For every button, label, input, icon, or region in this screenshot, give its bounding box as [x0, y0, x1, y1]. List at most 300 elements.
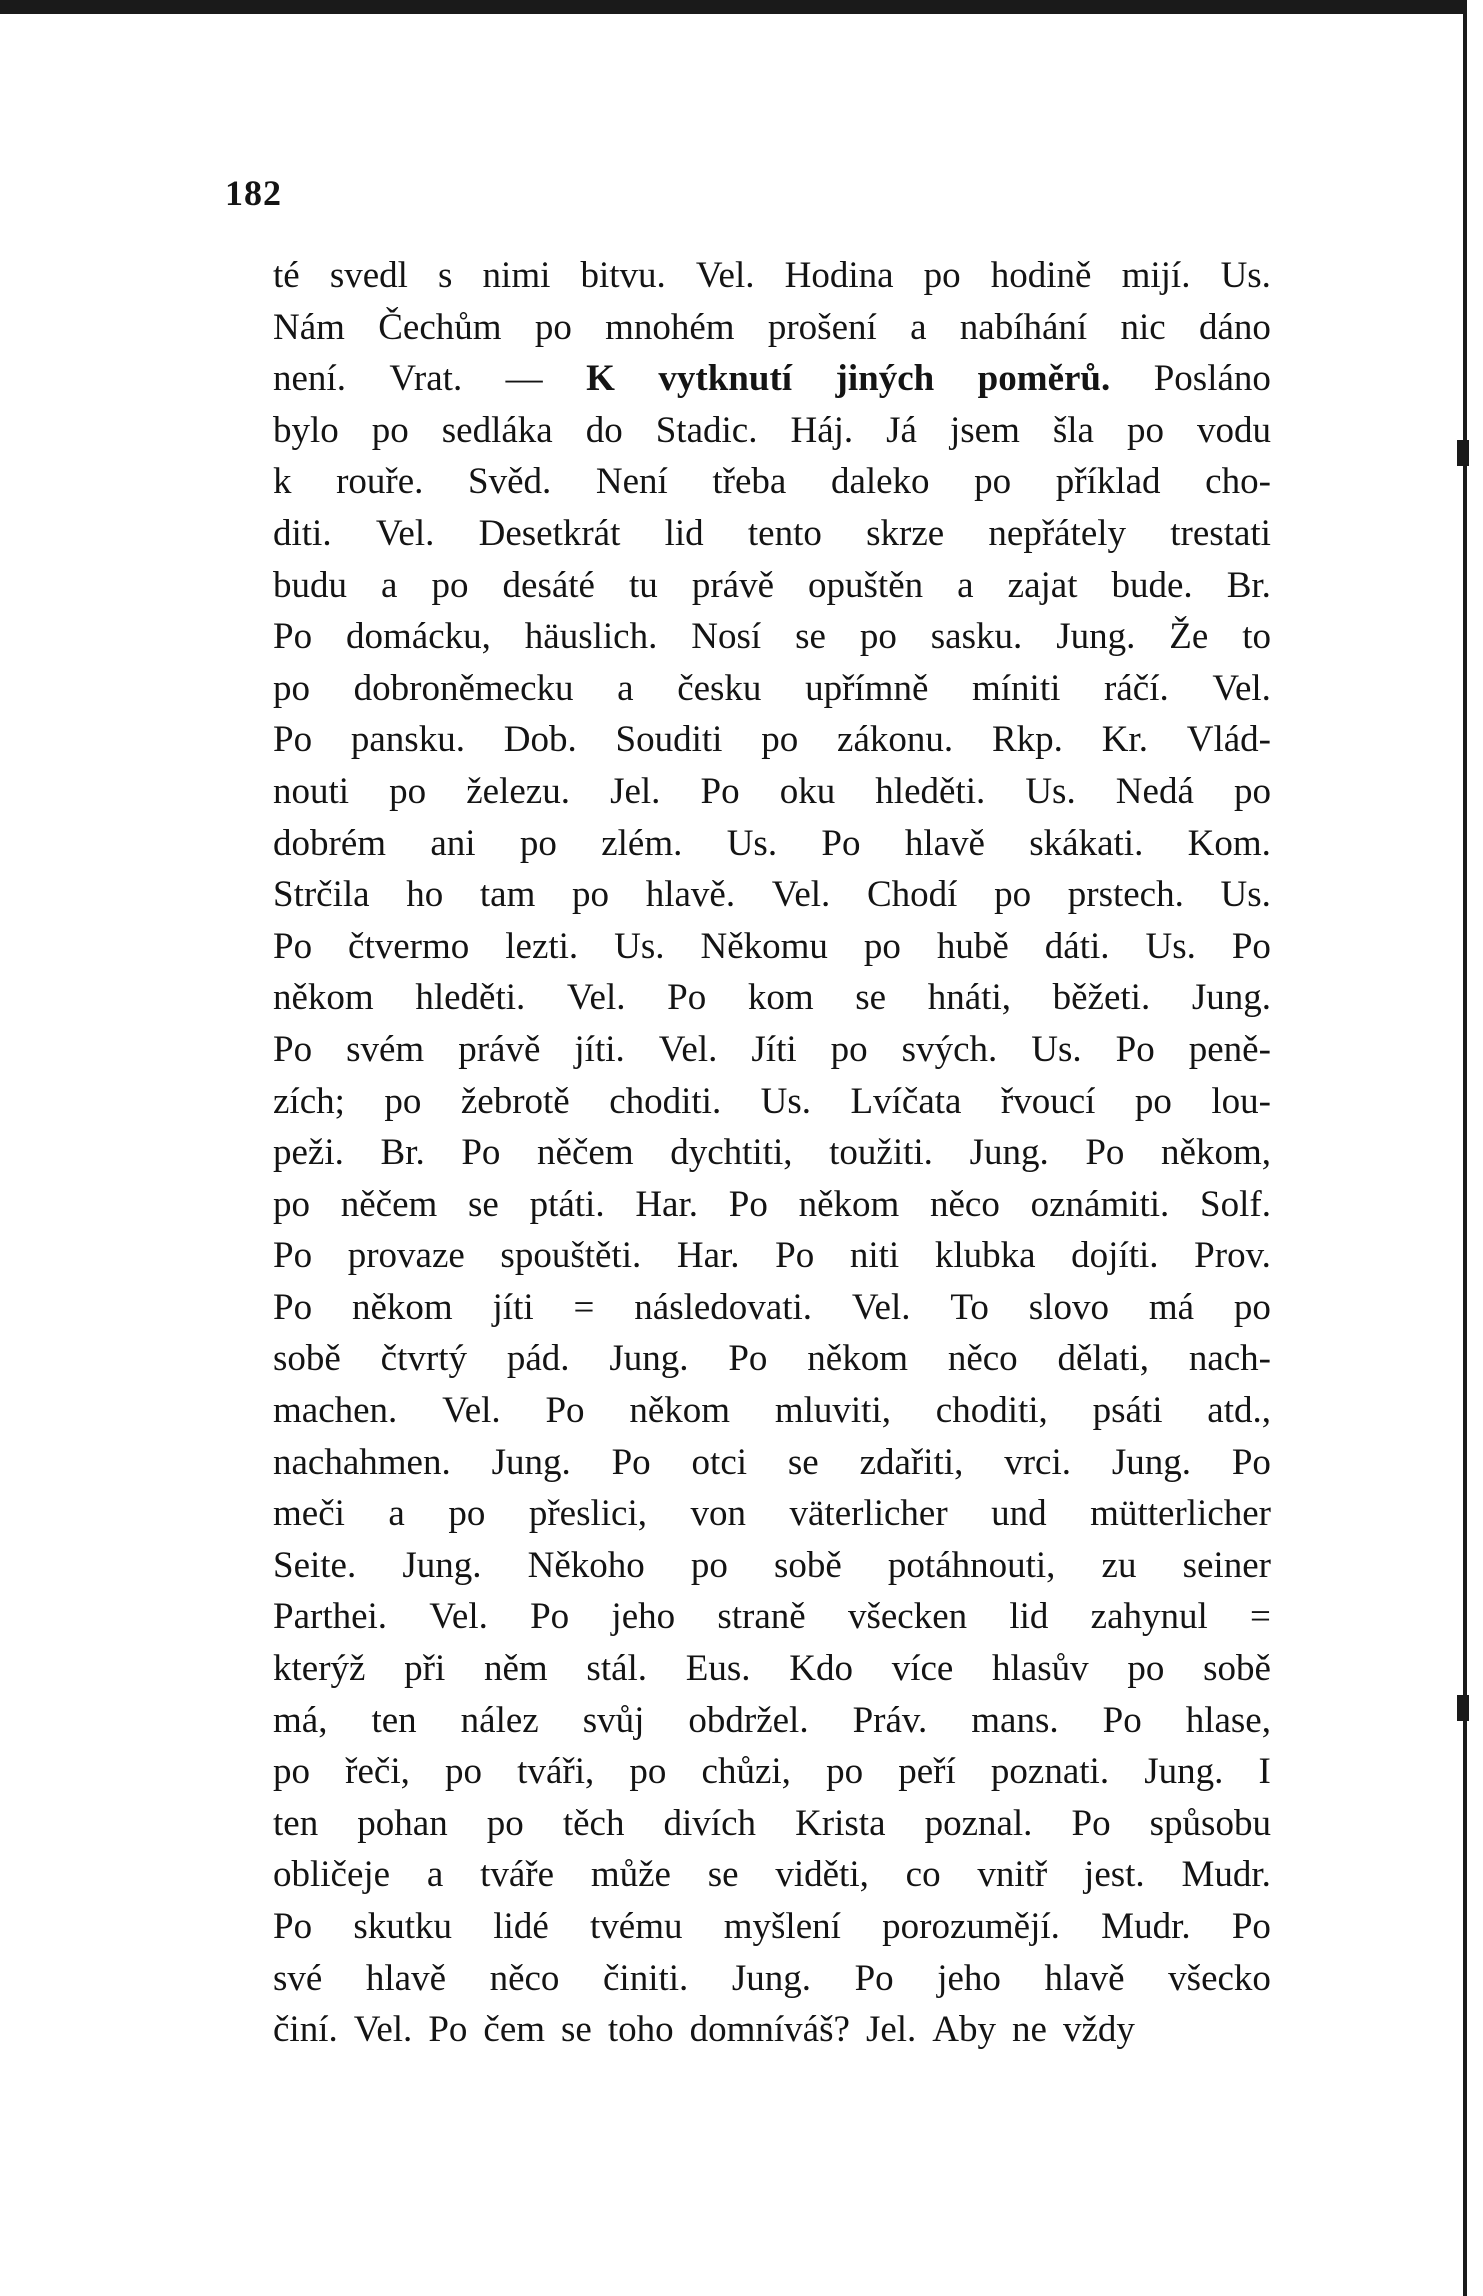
word: Není: [595, 461, 668, 503]
word: väterlicher: [789, 1493, 948, 1535]
word: šla: [1052, 409, 1094, 451]
word: pád.: [506, 1338, 570, 1380]
word: mans.: [971, 1699, 1059, 1741]
word: seiner: [1182, 1544, 1271, 1586]
word: vrci.: [1004, 1441, 1071, 1483]
word: Br.: [380, 1132, 425, 1174]
word: hleděti.: [875, 770, 986, 812]
word: čtvermo: [348, 925, 470, 967]
word: Po: [273, 1235, 313, 1277]
word: —: [505, 358, 543, 400]
word: po: [923, 255, 961, 296]
text-line: [273, 1282, 1271, 1334]
word: hlasův: [992, 1648, 1089, 1690]
word: ani: [430, 822, 476, 864]
word: Desetkrát: [478, 512, 621, 554]
text-line: [273, 1953, 1271, 2005]
word: činiti.: [603, 1957, 689, 1999]
scan-top-border: [0, 0, 1483, 14]
word: přeslici,: [528, 1493, 647, 1535]
word: Vel.: [566, 977, 626, 1019]
word: po: [431, 564, 469, 606]
word: lid: [664, 512, 704, 554]
word: hleděti.: [415, 977, 526, 1019]
word: Jung.: [1144, 1751, 1224, 1793]
word: ho: [406, 874, 444, 916]
word: Po: [428, 2009, 468, 2051]
word: Us.: [1145, 925, 1196, 967]
word: Solf.: [1200, 1183, 1271, 1225]
word: psáti: [1092, 1390, 1163, 1432]
text-line: [273, 1076, 1271, 1128]
word: má: [1148, 1286, 1195, 1328]
word: Rkp.: [991, 719, 1063, 761]
word: Vel.: [695, 255, 755, 296]
word: Parthei.: [273, 1596, 388, 1638]
word: Mudr.: [1181, 1854, 1271, 1896]
text-line: [273, 766, 1271, 818]
word: po: [448, 1493, 486, 1535]
word: Po: [545, 1390, 585, 1432]
word: cho-: [1205, 461, 1271, 503]
word: Hodina: [784, 255, 894, 296]
word: Vel.: [353, 2009, 413, 2051]
word: česku: [677, 667, 762, 709]
word: Nám: [273, 306, 345, 348]
word: po: [1126, 409, 1164, 451]
word: viděti,: [775, 1854, 869, 1896]
word: s: [438, 255, 453, 296]
word: Vel.: [771, 874, 831, 916]
word: železu.: [466, 770, 570, 812]
text-line: [273, 1901, 1271, 1953]
word: někom: [798, 1183, 900, 1225]
word: Aby: [932, 2009, 997, 2051]
word: K: [586, 358, 615, 400]
word: domácku,: [346, 616, 491, 658]
word: peně-: [1188, 1028, 1271, 1070]
word: =: [1250, 1596, 1271, 1638]
word: Vel.: [375, 512, 435, 554]
word: Nedá: [1115, 770, 1194, 812]
word: Stadic.: [655, 409, 758, 451]
word: svých.: [901, 1028, 998, 1070]
word: se: [795, 616, 826, 658]
word: daleko: [830, 461, 930, 503]
word: Jung.: [969, 1132, 1049, 1174]
word: po: [273, 667, 310, 709]
word: häuslich.: [524, 616, 658, 658]
word: Posláno: [1153, 358, 1271, 400]
word: ráčí.: [1104, 667, 1169, 709]
word: těch: [562, 1802, 625, 1844]
word: nepřátely: [988, 512, 1127, 554]
word: tváři,: [517, 1751, 595, 1793]
word: Jung.: [1111, 1441, 1191, 1483]
word: co: [905, 1854, 941, 1896]
word: nouti: [273, 770, 350, 812]
word: domníváš?: [689, 2009, 850, 2051]
word: jsem: [949, 409, 1020, 451]
text-line: [273, 714, 1271, 766]
word: Us.: [1031, 1028, 1082, 1070]
word: Br.: [1226, 564, 1271, 606]
word: dobrém: [273, 822, 387, 864]
word: se: [468, 1183, 499, 1225]
word: třeba: [712, 461, 787, 503]
word: hnáti,: [927, 977, 1011, 1019]
word: mütterlicher: [1090, 1493, 1271, 1535]
text-line: [273, 1695, 1271, 1747]
word: ne: [1012, 2009, 1047, 2051]
word: trestati: [1170, 512, 1271, 554]
word: Krista: [795, 1802, 886, 1844]
word: má,: [273, 1699, 328, 1741]
word: Vlád-: [1186, 719, 1271, 761]
word: po: [572, 874, 610, 916]
text-line: [273, 1746, 1271, 1798]
word: zajat: [1007, 564, 1078, 606]
word: Us.: [1220, 255, 1271, 296]
word: zahynul: [1090, 1596, 1208, 1638]
word: spůsobu: [1149, 1802, 1271, 1844]
word: sobě: [273, 1338, 341, 1380]
word: se: [855, 977, 887, 1019]
word: I: [1258, 1751, 1271, 1793]
word: po: [445, 1751, 483, 1793]
word: nimi: [482, 255, 551, 296]
word: dobroněmecku: [353, 667, 574, 709]
text-line: [273, 818, 1271, 870]
word: mijí.: [1121, 255, 1191, 296]
word: poznati.: [990, 1751, 1110, 1793]
word: vytknutí: [658, 358, 793, 400]
word: prošení: [767, 306, 877, 348]
word: oznámiti.: [1030, 1183, 1170, 1225]
word: po: [1233, 770, 1271, 812]
text-line: [273, 1179, 1271, 1231]
word: zlém.: [601, 822, 683, 864]
scan-edge-mark: [1457, 1695, 1469, 1721]
text-line: [273, 1798, 1271, 1850]
word: sasku.: [930, 616, 1023, 658]
word: Jíti: [751, 1028, 797, 1070]
word: divích: [663, 1802, 756, 1844]
word: pansku.: [350, 719, 465, 761]
word: Práv.: [852, 1699, 928, 1741]
word: To: [950, 1286, 989, 1328]
text-line: [273, 405, 1271, 457]
word: lou-: [1211, 1080, 1271, 1122]
word: při: [404, 1648, 446, 1690]
word: desáté: [502, 564, 595, 606]
text-line: [273, 921, 1271, 973]
word: následovati.: [634, 1286, 813, 1328]
word: něčem: [537, 1132, 634, 1174]
word: všecko: [1168, 1957, 1271, 1999]
word: Po: [1115, 1028, 1155, 1070]
body-text: [273, 250, 1271, 2056]
word: Po: [775, 1235, 815, 1277]
word: Po: [728, 1338, 768, 1380]
word: Prov.: [1194, 1235, 1271, 1277]
word: Kdo: [789, 1648, 853, 1690]
word: po: [830, 1028, 868, 1070]
word: právě: [458, 1028, 541, 1070]
word: toho: [607, 2009, 674, 2051]
word: Po: [1102, 1699, 1142, 1741]
word: hlavě: [1044, 1957, 1125, 1999]
text-line: [273, 353, 1271, 405]
word: vnitř: [977, 1854, 1048, 1896]
word: Us.: [1220, 874, 1271, 916]
word: řvoucí: [1000, 1080, 1096, 1122]
word: vodu: [1196, 409, 1271, 451]
word: někom: [629, 1390, 731, 1432]
word: běžeti.: [1052, 977, 1151, 1019]
word: není.: [273, 358, 346, 400]
word: bylo: [273, 409, 339, 451]
word: nález: [460, 1699, 539, 1741]
page-number: 182: [225, 173, 282, 213]
word: někom,: [1161, 1132, 1271, 1174]
word: potáhnouti,: [887, 1544, 1056, 1586]
word: nach-: [1188, 1338, 1271, 1380]
word: Vel.: [851, 1286, 911, 1328]
word: kterýž: [273, 1648, 366, 1690]
word: Po: [821, 822, 861, 864]
word: po: [534, 306, 572, 348]
word: čtvrtý: [380, 1338, 467, 1380]
word: jíti: [492, 1286, 534, 1328]
word: sobě: [1203, 1648, 1271, 1690]
word: bitvu.: [580, 255, 666, 296]
word: vždy: [1062, 2009, 1135, 2051]
word: té: [273, 255, 300, 296]
word: tváře: [480, 1854, 555, 1896]
text-line: [273, 1488, 1271, 1540]
word: Vel.: [429, 1596, 488, 1638]
word: hubě: [936, 925, 1009, 967]
word: své: [273, 1957, 323, 1999]
word: čem: [483, 2009, 546, 2051]
word: něco: [947, 1338, 1018, 1380]
word: někom: [807, 1338, 908, 1380]
text-line: [273, 250, 1271, 302]
word: lezti.: [505, 925, 579, 967]
word: to: [1242, 616, 1271, 658]
text-line: [273, 1230, 1271, 1282]
word: Har.: [676, 1235, 740, 1277]
word: ten: [371, 1699, 417, 1741]
word: jeho: [611, 1596, 676, 1638]
word: Us.: [1025, 770, 1076, 812]
word: Jel.: [610, 770, 661, 812]
word: niti: [849, 1235, 900, 1277]
word: příklad: [1055, 461, 1161, 503]
word: může: [590, 1854, 671, 1896]
word: a: [426, 1854, 444, 1896]
word: diti.: [273, 512, 332, 554]
word: tvému: [590, 1906, 683, 1947]
text-line: [273, 1437, 1271, 1489]
word: Us.: [726, 822, 778, 864]
word: Chodí: [866, 874, 958, 916]
word: Kom.: [1187, 822, 1271, 864]
word: chůzi,: [701, 1751, 791, 1793]
text-line: [273, 1643, 1271, 1695]
word: více: [891, 1648, 954, 1690]
word: Us.: [760, 1080, 812, 1122]
word: Po: [1231, 1441, 1271, 1483]
word: choditi,: [935, 1390, 1048, 1432]
word: pohan: [357, 1802, 448, 1844]
word: myšlení: [723, 1906, 841, 1947]
word: po: [826, 1751, 864, 1793]
word: obličeje: [273, 1854, 391, 1896]
word: a: [381, 564, 398, 606]
word: po: [690, 1544, 728, 1586]
text-line: [273, 611, 1271, 663]
word: Po: [1071, 1802, 1111, 1844]
word: Po: [854, 1957, 894, 1999]
word: Mudr.: [1101, 1906, 1191, 1947]
word: zích;: [273, 1080, 345, 1122]
word: Po: [1231, 1906, 1271, 1947]
word: Vel.: [658, 1028, 718, 1070]
text-line: [273, 302, 1271, 354]
word: Po: [611, 1441, 651, 1483]
word: po: [859, 616, 897, 658]
text-line: [273, 1385, 1271, 1437]
word: mnohém: [605, 306, 735, 348]
word: mluviti,: [774, 1390, 891, 1432]
word: něco: [930, 1183, 1000, 1225]
word: Že: [1169, 616, 1209, 658]
word: atd.,: [1207, 1390, 1271, 1432]
word: hlase,: [1185, 1699, 1271, 1741]
word: zdařiti,: [859, 1441, 964, 1483]
word: Po: [273, 1906, 313, 1947]
word: dojíti.: [1071, 1235, 1159, 1277]
word: po: [273, 1183, 310, 1225]
text-line: [273, 1849, 1271, 1901]
word: toužiti.: [829, 1132, 933, 1174]
word: po: [761, 719, 799, 761]
word: slovo: [1028, 1286, 1109, 1328]
word: činí.: [273, 2009, 338, 2051]
word: Po: [273, 925, 313, 967]
scan-edge-mark: [1457, 440, 1469, 466]
word: po: [863, 925, 901, 967]
text-line: [273, 1333, 1271, 1385]
word: ten: [273, 1802, 319, 1844]
word: Kr.: [1101, 719, 1148, 761]
word: po: [389, 770, 427, 812]
word: oku: [779, 770, 836, 812]
word: =: [573, 1286, 595, 1328]
word: von: [690, 1493, 746, 1535]
word: peří: [898, 1751, 956, 1793]
word: skrze: [866, 512, 945, 554]
word: peži.: [273, 1132, 344, 1174]
word: Jung.: [491, 1441, 571, 1483]
word: jeho: [937, 1957, 1001, 1999]
word: Já: [886, 409, 917, 451]
word: někom: [351, 1286, 453, 1328]
word: hodině: [990, 255, 1092, 296]
word: jiných: [835, 358, 935, 400]
text-line: [273, 508, 1271, 560]
word: und: [991, 1493, 1047, 1535]
word: právě: [691, 564, 774, 606]
word: a: [957, 564, 974, 606]
word: po: [371, 409, 409, 451]
text-line: [273, 972, 1271, 1024]
word: všecken: [847, 1596, 968, 1638]
text-line: [273, 560, 1271, 612]
word: Nosí: [691, 616, 762, 658]
word: Eus.: [685, 1648, 751, 1690]
word: zákonu.: [837, 719, 954, 761]
word: Po: [273, 1028, 313, 1070]
word: choditi.: [609, 1080, 722, 1122]
word: něčem: [340, 1183, 438, 1225]
word: Vel.: [442, 1390, 501, 1432]
word: do: [585, 409, 623, 451]
text-line: [273, 1591, 1271, 1643]
word: Po: [700, 770, 740, 812]
word: Jung.: [1191, 977, 1271, 1019]
word: Po: [461, 1132, 501, 1174]
word: po: [1134, 1080, 1172, 1122]
word: se: [707, 1854, 739, 1896]
scan-right-border: [1463, 0, 1483, 2296]
word: svůj: [582, 1699, 645, 1741]
word: meči: [273, 1493, 345, 1535]
word: Har.: [635, 1183, 699, 1225]
word: hlavě.: [645, 874, 736, 916]
word: rouře.: [336, 461, 424, 503]
word: Jung.: [731, 1957, 812, 1999]
word: ptáti.: [529, 1183, 605, 1225]
word: dáno: [1198, 306, 1271, 348]
word: tam: [479, 874, 536, 916]
word: k: [273, 461, 292, 503]
word: Někomu: [700, 925, 828, 967]
word: budu: [273, 564, 347, 606]
word: jíti.: [574, 1028, 625, 1070]
word: po: [629, 1751, 667, 1793]
word: hlavě: [904, 822, 985, 864]
word: Vrat.: [389, 358, 463, 400]
word: otci: [691, 1441, 748, 1483]
word: provaze: [347, 1235, 465, 1277]
word: Lvíčata: [850, 1080, 962, 1122]
word: po: [1127, 1648, 1165, 1690]
word: Někoho: [527, 1544, 645, 1586]
text-line: [273, 1024, 1271, 1076]
text-line: [273, 456, 1271, 508]
word: a: [617, 667, 634, 709]
word: poznal.: [924, 1802, 1033, 1844]
word: svém: [346, 1028, 425, 1070]
text-line: [273, 1127, 1271, 1179]
word: Strčila: [273, 874, 370, 916]
word: po: [384, 1080, 422, 1122]
word: Us.: [614, 925, 665, 967]
word: Po: [273, 719, 313, 761]
